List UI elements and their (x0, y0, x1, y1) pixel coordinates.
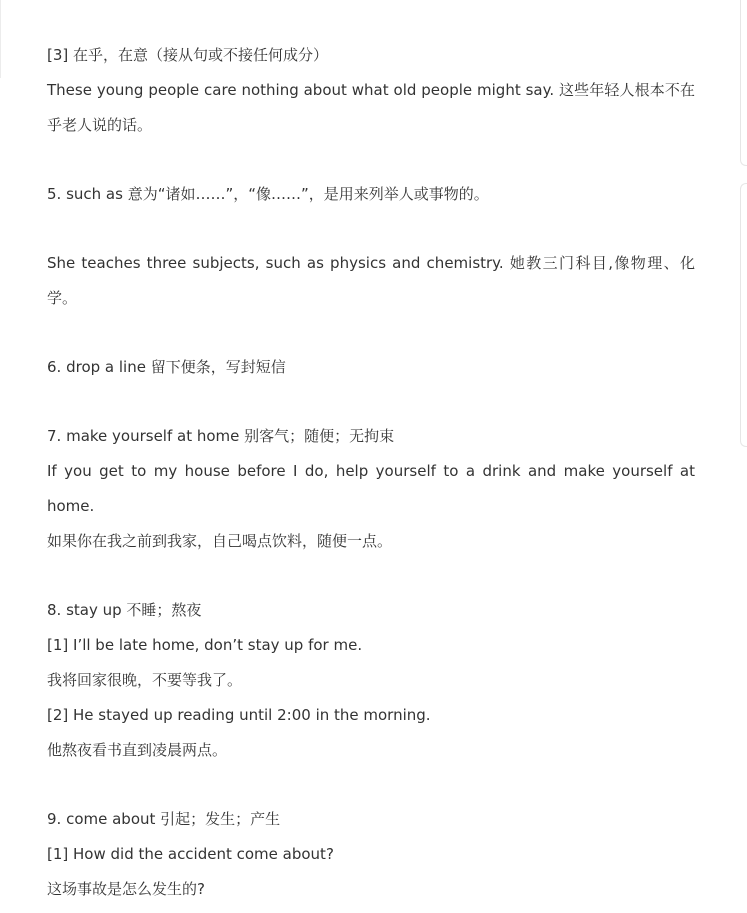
section-7-example-en: If you get to my house before I do, help yourself to a drink and make yourself at home. (47, 462, 695, 515)
section-8-heading: 8. stay up 不睡；熬夜 (47, 601, 202, 619)
paragraph-gap (47, 559, 695, 593)
right-edge-panel-middle (740, 183, 747, 447)
section-3-sub-3-example: These young people care nothing about what old people might say. 这些年轻人根本不在乎老人说的话。 (47, 81, 695, 134)
section-8-example-2-en: [2] He stayed up reading until 2:00 in the morning. (47, 706, 431, 724)
right-edge-panel-top (740, 0, 747, 166)
section-6-heading: 6. drop a line 留下便条，写封短信 (47, 358, 286, 376)
section-8-example-1-en: [1] I’ll be late home, don’t stay up for me. (47, 636, 363, 654)
paragraph-gap (47, 143, 695, 177)
section-7-heading: 7. make yourself at home 别客气；随便；无拘束 (47, 427, 395, 445)
article-body (47, 38, 695, 907)
section-8-example-1-zh: 我将回家很晚，不要等我了。 (47, 671, 243, 689)
section-9-example-1-en: [1] How did the accident come about? (47, 845, 334, 863)
left-edge-divider (0, 0, 1, 78)
section-5-heading: 5. such as 意为“诸如……”，“像……”，是用来列举人或事物的。 (47, 185, 489, 203)
section-3-sub-3-heading: [3] 在乎，在意（接从句或不接任何成分） (47, 46, 329, 64)
paragraph-gap (47, 385, 695, 419)
paragraph-gap (47, 768, 695, 802)
section-8-example-2-zh: 他熬夜看书直到凌晨两点。 (47, 741, 228, 759)
paragraph-gap (47, 212, 695, 246)
section-9-heading: 9. come about 引起；发生；产生 (47, 810, 281, 828)
paragraph-gap (47, 316, 695, 350)
section-9-example-1-zh: 这场事故是怎么发生的? (47, 880, 205, 898)
section-7-example-zh: 如果你在我之前到我家，自己喝点饮料，随便一点。 (47, 532, 393, 550)
section-5-example: She teaches three subjects, such as physics and chemistry. 她教三门科目,像物理、化学。 (47, 254, 695, 307)
